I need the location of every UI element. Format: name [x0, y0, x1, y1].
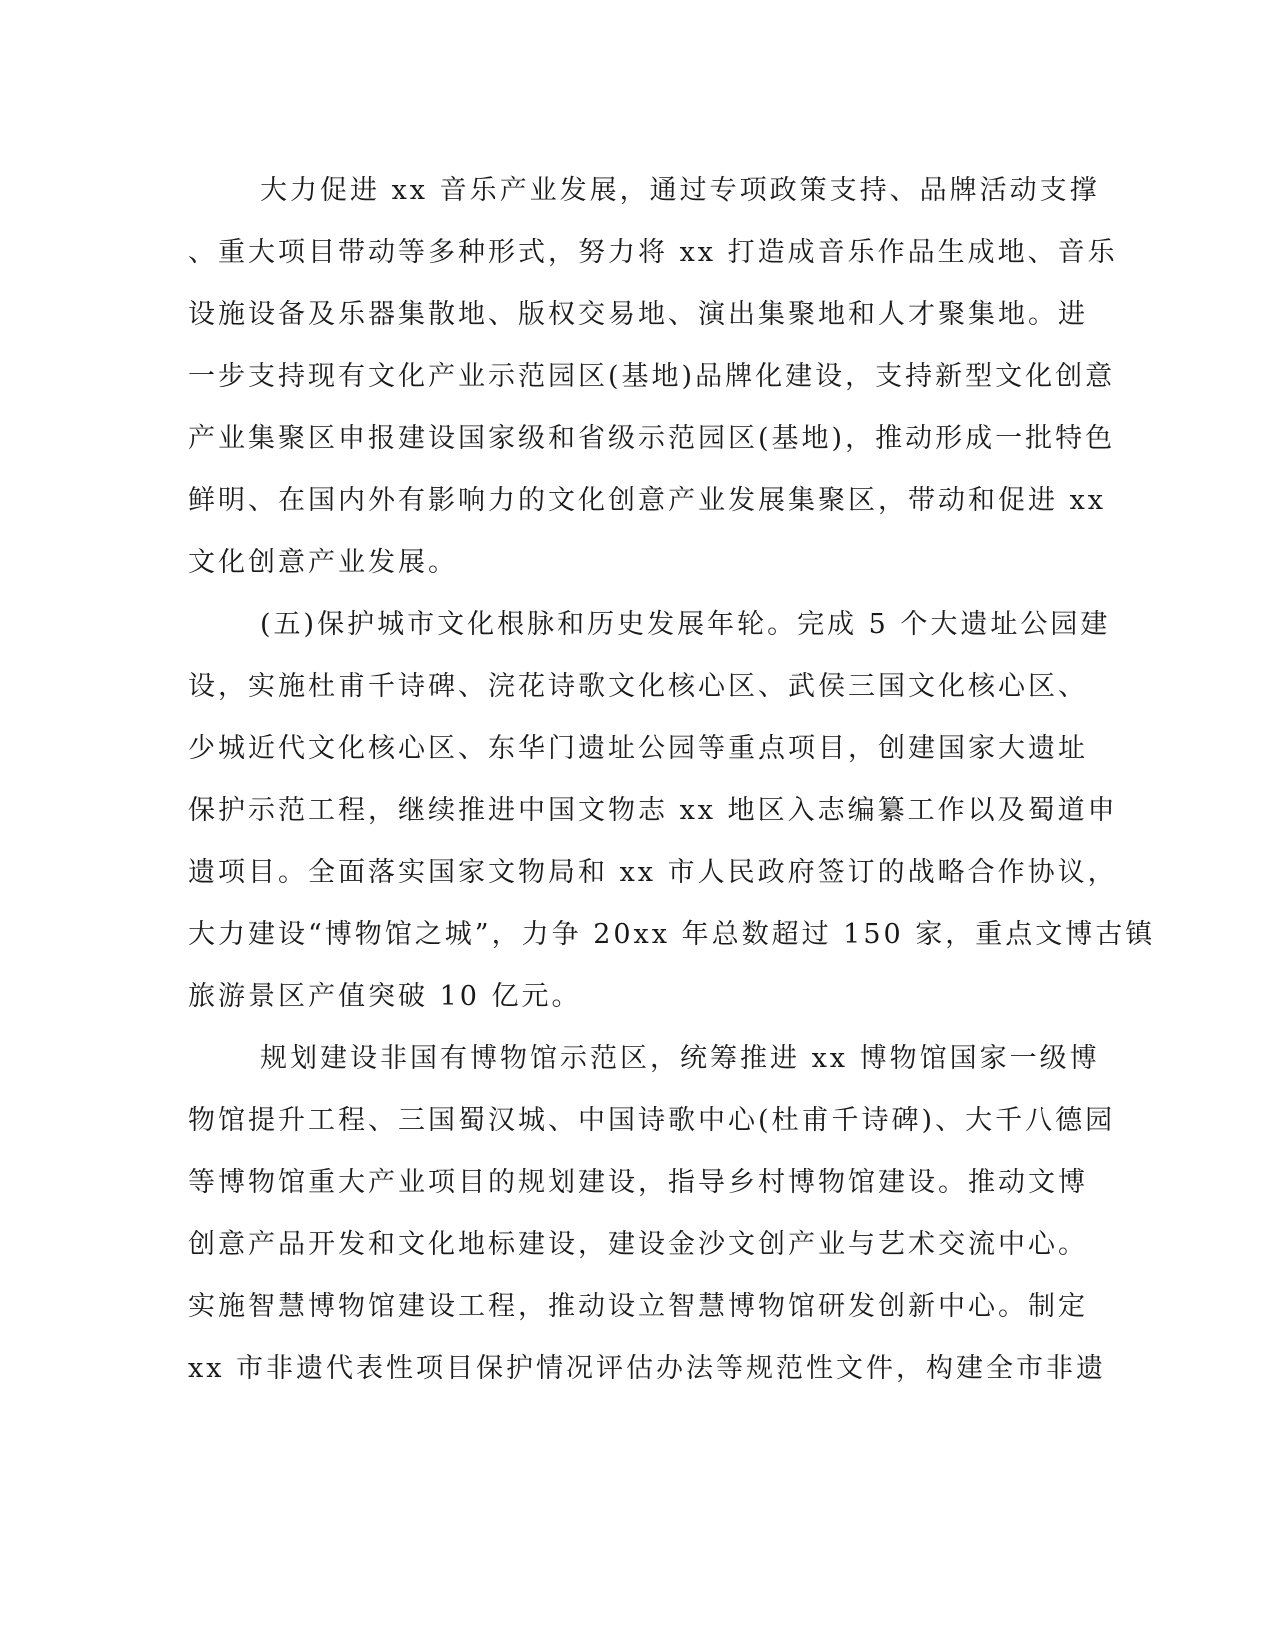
paragraph	[188, 1028, 1116, 1400]
text-line: 鲜明、在国内外有影响力的文化创意产业发展集聚区，带动和促进 xx	[188, 485, 1107, 516]
paragraph	[188, 594, 1156, 1028]
document-body	[188, 160, 1156, 1400]
text-line: 设施设备及乐器集散地、版权交易地、演出集聚地和人才聚集地。进	[188, 299, 1088, 330]
text-line: 一步支持现有文化产业示范园区(基地)品牌化建设，支持新型文化创意	[188, 361, 1116, 392]
text-line: 实施智慧博物馆建设工程，推动设立智慧博物馆研发创新中心。制定	[188, 1291, 1088, 1322]
text-line: 少城近代文化核心区、东华门遗址公园等重点项目，创建国家大遗址	[188, 733, 1088, 764]
text-line: 等博物馆重大产业项目的规划建设，指导乡村博物馆建设。推动文博	[188, 1167, 1088, 1198]
text-line: 规划建设非国有博物馆示范区，统筹推进 xx 博物馆国家一级博	[260, 1043, 1100, 1074]
text-line: 旅游景区产值突破 10 亿元。	[188, 981, 582, 1012]
paragraph	[188, 160, 1118, 594]
text-line: 文化创意产业发展。	[188, 547, 458, 578]
text-line: 大力建设“博物馆之城”，力争 20xx 年总数超过 150 家，重点文博古镇	[188, 919, 1156, 950]
text-line: 创意产品开发和文化地标建设，建设金沙文创产业与艺术交流中心。	[188, 1229, 1088, 1260]
text-line: xx 市非遗代表性项目保护情况评估办法等规范性文件，构建全市非遗	[188, 1353, 1107, 1384]
text-line: 保护示范工程，继续推进中国文物志 xx 地区入志编纂工作以及蜀道申	[188, 795, 1118, 826]
text-line: 、重大项目带动等多种形式，努力将 xx 打造成音乐作品生成地、音乐	[188, 237, 1118, 268]
text-line: 遗项目。全面落实国家文物局和 xx 市人民政府签订的战略合作协议，	[188, 857, 1118, 888]
text-line: 产业集聚区申报建设国家级和省级示范园区(基地)，推动形成一批特色	[188, 423, 1116, 454]
text-line: 物馆提升工程、三国蜀汉城、中国诗歌中心(杜甫千诗碑)、大千八德园	[188, 1105, 1116, 1136]
text-line: 大力促进 xx 音乐产业发展，通过专项政策支持、品牌活动支撑	[260, 175, 1100, 206]
text-line: (五)保护城市文化根脉和历史发展年轮。完成 5 个大遗址公园建	[260, 609, 1111, 640]
text-line: 设，实施杜甫千诗碑、浣花诗歌文化核心区、武侯三国文化核心区、	[188, 671, 1088, 702]
